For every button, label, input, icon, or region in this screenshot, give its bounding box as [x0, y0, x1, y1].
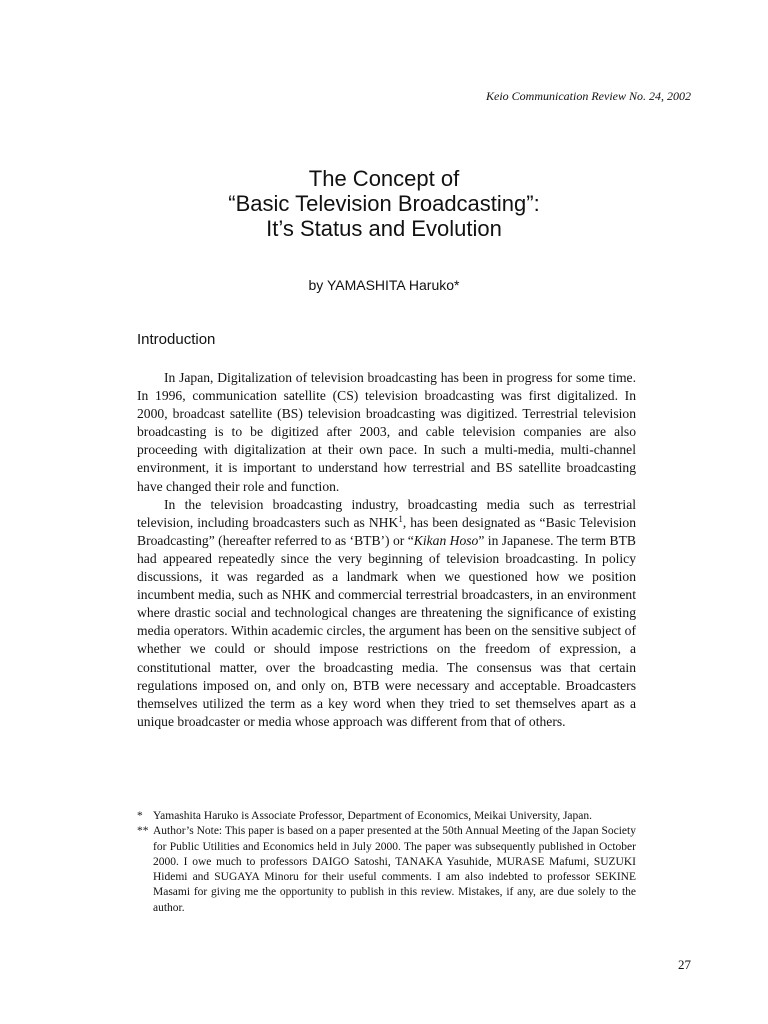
paragraph-2-part-b: , has been designated as “Basic Television Broadcasting” (hereafter referred to as ‘BTB’) or “ — [137, 514, 636, 548]
running-head: Keio Communication Review No. 24, 2002 — [486, 89, 691, 103]
footnote-mark: * — [137, 810, 143, 822]
italic-term: Kikan Hoso — [413, 532, 479, 548]
title-line-2: “Basic Television Broadcasting”: — [228, 191, 540, 216]
author-byline: by YAMASHITA Haruko* — [308, 277, 460, 293]
footnote-text: Author’s Note: This paper is based on a paper presented at the 50th Annual Meeting of the Japan Society for Public Utilities and Economics held in July 2000. The paper was subsequently published in October 2000. I owe much to professors DAIGO Satoshi, TANAKA Yasuhide, MURASE Mafumi, SUZUKI Hidemi and SUGAYA Minoru for their useful comments. I am also indebted to professor SEKINE Masami for giving me the opportunity to publish in this review. Mistakes, if any, are due solely to the author. — [153, 825, 636, 914]
paper-title — [0, 166, 768, 241]
footnote-author-affiliation — [137, 809, 636, 824]
title-line-3: It’s Status and Evolution — [266, 216, 502, 241]
paragraph-2-part-c: ” in Japanese. The term BTB had appeared repeatedly since the very beginning of television broadcasting. In policy discussions, it was regarded as a landmark when we questioned how we position incumbent media, such as NHK and commercial terrestrial broadcasters, in an environment where drastic social and technological changes are threatening the significance of existing media operators. Within academic circles, the argument has been on the sensitive subject of whether we could or should impose restrictions on the freedom of expression, a constitutional matter, over the broadcasting media. The consensus was that certain regulations imposed on, and only on, BTB were necessary and acceptable. Broadcasters themselves utilized the term as a key word when they tried to set themselves apart as a unique broadcaster or media whose approach was different from that of others. — [137, 532, 636, 729]
footnote-mark: ** — [137, 825, 149, 838]
section-heading: Introduction — [137, 331, 216, 348]
footnote-text: Yamashita Haruko is Associate Professor, Department of Economics, Meikai University, Japan. — [153, 810, 593, 822]
page-number: 27 — [678, 957, 691, 972]
paragraph-2-part-a: In the television broadcasting industry, broadcasting media such as terrestrial television, including broadcasters such as NHK — [137, 496, 636, 530]
title-line-1: The Concept of — [308, 166, 460, 191]
paragraph-2 — [137, 496, 636, 731]
paragraph-1: In Japan, Digitalization of television broadcasting has been in progress for some time. In 1996, communication satellite (CS) television broadcasting was first digitalized. In 2000, broadcast satellite (BS) television broadcasting was digitized. Terrestrial television broadcasting is to be digitized after 2003, and cable television companies are also proceeding with digitalization at their own pace. In such a multi-media, multi-channel environment, it is important to understand how terrestrial and BS satellite broadcasting have changed their role and function. — [137, 370, 636, 494]
footnote-authors-note — [137, 824, 636, 916]
footnotes — [137, 809, 636, 916]
body-text — [137, 369, 636, 731]
footnote-ref-1: 1 — [398, 513, 403, 524]
